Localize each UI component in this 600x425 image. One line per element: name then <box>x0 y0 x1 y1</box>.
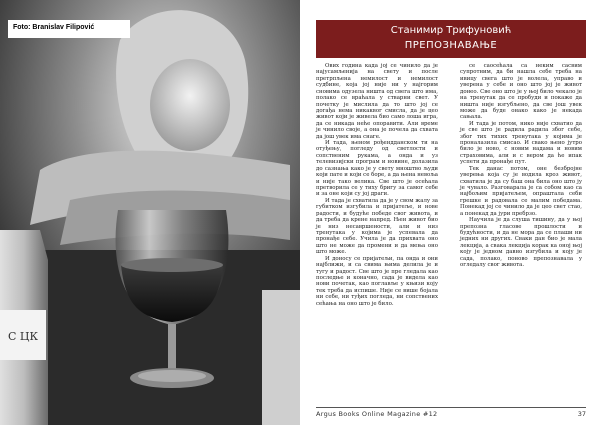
article-page <box>300 0 600 425</box>
bottle-label: С ЦК <box>8 330 39 343</box>
paragraph: И доносу се пријатељи, па онда и они најближи, и са свима њима делила је и тугу и радост. Све што је пре гледала као последње и коначно, сада је видела као нови почетак, као поглавље у књизи коју тек треба да испише. Није се више бојала ни себе, ни туђих погледа, ни сопствених сећања на оно што је било. <box>316 255 438 307</box>
author-name: Станимир Трифуновић <box>390 25 512 36</box>
paragraph: Тек данас потом, оне безбројне уверења која су је водила кроз живот, схватила је да су баш она била оно што ју је чувало. Разговарала је са собом као са најбољим пријатељем, опраштала себи грешке и радовала се малим победама. Понекад јој се чинило да је цео свет стао, а понекад да јури пребрзо. <box>460 165 582 217</box>
paragraph: Научила је да слуша тишину, да у њој препозна гласове прошлости и будућности, и да не мора да се плаши ни једних ни других. Сваки дан био је мала лекција, а свака лекција корак ка оној њој коју је једном давно изгубила и коју је сада, полако, поново препознавала у огледалу свог живота. <box>460 217 582 269</box>
paragraph: И тада, њеном рођендданском ти на отуђењу, погледу од светлости и сопственим рукама, а онда и уз телевизијски програм и новине, долазила до сазнања како је у свету мноштво људи који пате и који се боре, а да њена невоља и није тако велика. Све што је осећала претворила се у тиху бригу за самог себе и за оне који су јој драги. <box>316 140 439 198</box>
article-column-1 <box>316 63 438 307</box>
wine-surface <box>121 258 223 272</box>
title-band <box>316 20 586 58</box>
wine-glass-stem <box>168 324 176 372</box>
paragraph: И тада је потом, нико није схватио да је све што је радила радила због себе, због тих тихих тренутака у којима је проналазила смисао. И свако њено јутро било је ново, с новим надама и новим страховима, али и с вером да ће ипак успети да пронађе пут. <box>460 120 582 166</box>
story-title: ПРЕПОЗНАВАЊЕ <box>404 40 498 51</box>
footer-divider <box>316 407 586 408</box>
paragraph: се саосећала са неким сасвим супротним, да би нашла себе треба на ивицу свега што је волела, управо и уверена у себе и оно што јој је живот донео. Све оно што је у њој било чекало је на тренутак да се пробуди и покаже да ништа није изгубљено, да све још увек може да буде онако како је некада сањала. <box>460 63 582 121</box>
photo-credit: Foto: Branislav Filipović <box>8 20 130 38</box>
paragraph: Ових година када јој се чинило да је најусамљенија на свету и после претрпљена немилост и немилост судбине, која јој није ни у најгорим сновима одузела ништа од свега што има, полако се враћала у стварни свет. У почетку је мислила да то што јој се догађа нема никаквог смисла, да је цео живот који је живела био само лоша игра, да се никада неће опоравити. Али време је чинило своје, а она је почела да схвата да још увек има снаге. <box>316 63 438 140</box>
article-column-2 <box>460 63 582 269</box>
paragraph: И тада је схватила да је у свом жалу за губитком изгубила и пријатеље, и нове радости, и будуће победе свог живота, и да треба да крене напред. Њен живот био је низ несавршености, али и низ тренутака у којима је успевала да пронађе себе. Учила је да прихвата оно што не може да промени и да мења оно што може. <box>316 197 438 256</box>
face-shape <box>150 59 230 151</box>
magazine-name: Argus Books Online Magazine #12 <box>316 410 438 418</box>
page-number: 37 <box>577 410 586 418</box>
bottle-right-shape <box>262 290 300 425</box>
